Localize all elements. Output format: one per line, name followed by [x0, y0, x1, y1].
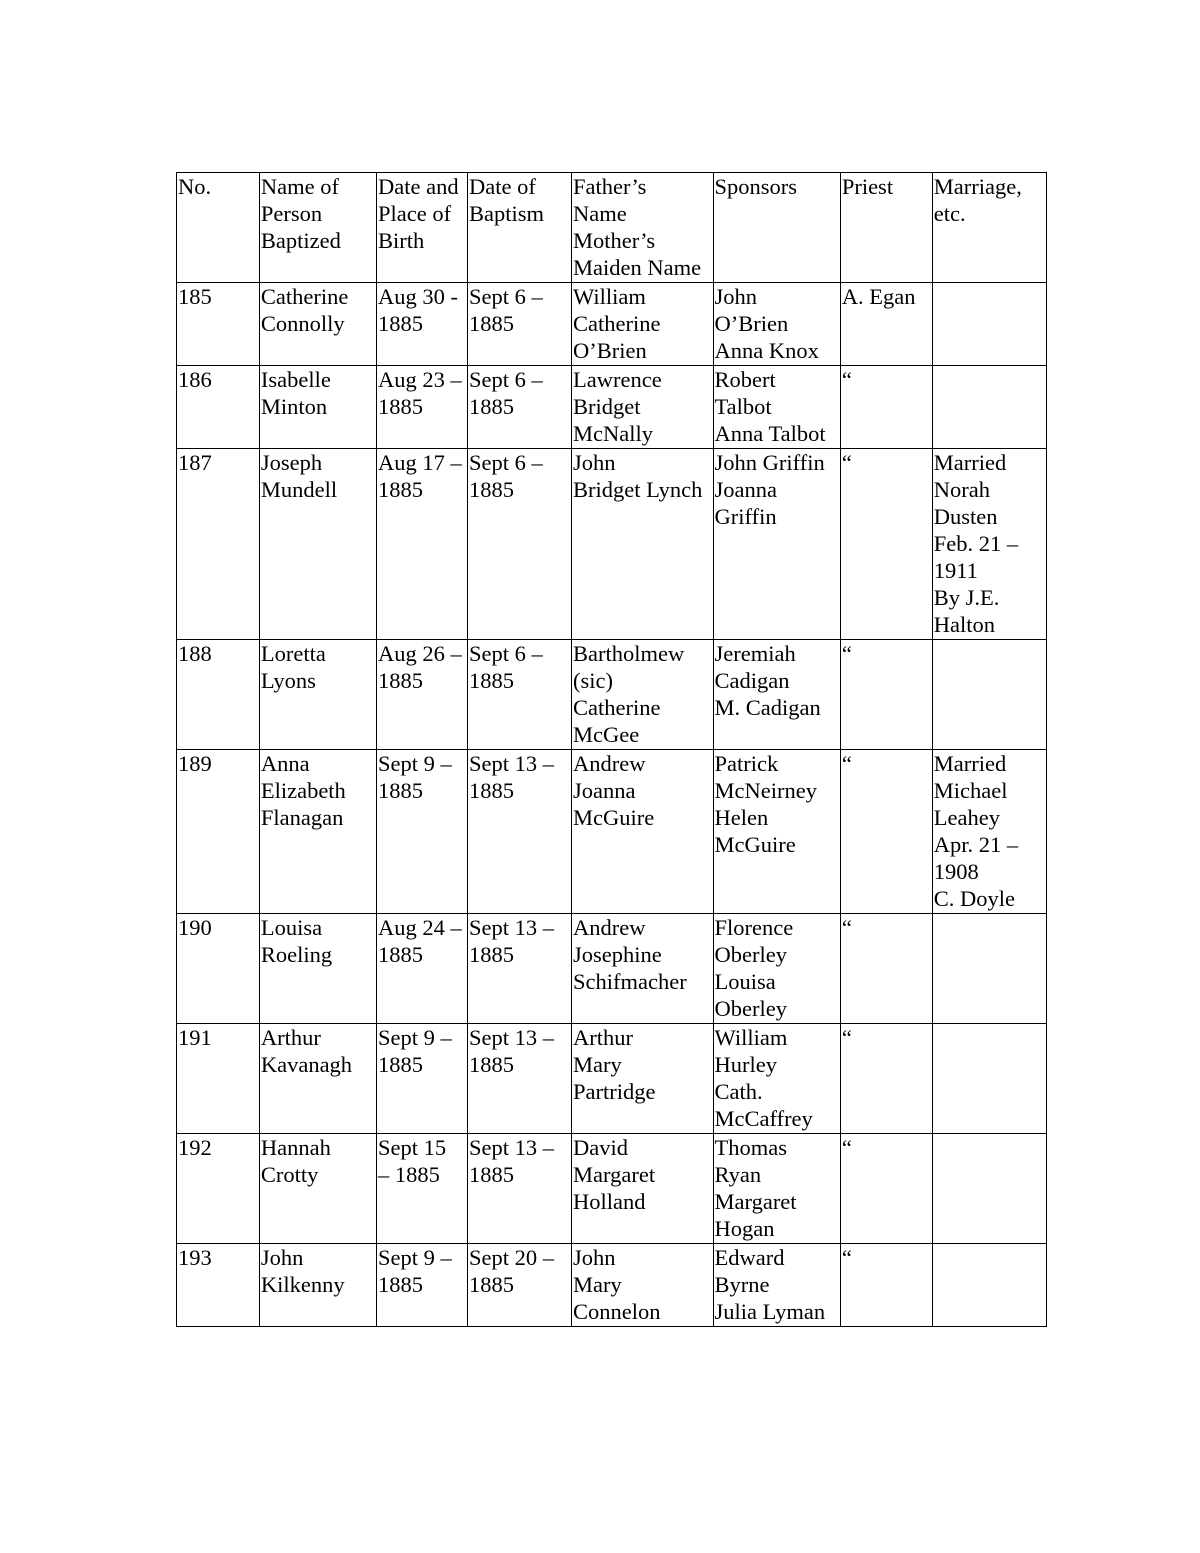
- cell-marriage: [932, 283, 1046, 366]
- cell-baptism: Sept 13 – 1885: [467, 1134, 571, 1244]
- cell-baptism: Sept 13 – 1885: [467, 1024, 571, 1134]
- cell-sponsors: John Griffin Joanna Griffin: [713, 449, 840, 640]
- cell-marriage: [932, 1024, 1046, 1134]
- cell-parents: David Margaret Holland: [572, 1134, 713, 1244]
- table-row: [177, 366, 1047, 449]
- cell-priest: “: [840, 1134, 932, 1244]
- header-birth: Date and Place of Birth: [377, 173, 468, 283]
- cell-parents: Andrew Josephine Schifmacher: [572, 914, 713, 1024]
- cell-no: 192: [177, 1134, 260, 1244]
- cell-baptism: Sept 6 – 1885: [467, 640, 571, 750]
- cell-sponsors: Patrick McNeirney Helen McGuire: [713, 750, 840, 914]
- cell-parents: Bartholmew (sic) Catherine McGee: [572, 640, 713, 750]
- header-name: Name of Person Baptized: [259, 173, 376, 283]
- cell-baptism: Sept 13 – 1885: [467, 914, 571, 1024]
- cell-birth: Sept 9 – 1885: [377, 750, 468, 914]
- cell-no: 189: [177, 750, 260, 914]
- cell-baptism: Sept 20 – 1885: [467, 1244, 571, 1327]
- cell-birth: Sept 9 – 1885: [377, 1244, 468, 1327]
- cell-name: Louisa Roeling: [259, 914, 376, 1024]
- cell-name: Hannah Crotty: [259, 1134, 376, 1244]
- cell-no: 188: [177, 640, 260, 750]
- cell-marriage: Married Norah Dusten Feb. 21 – 1911 By J.E. Halton: [932, 449, 1046, 640]
- cell-name: Isabelle Minton: [259, 366, 376, 449]
- cell-marriage: [932, 914, 1046, 1024]
- cell-marriage: [932, 366, 1046, 449]
- cell-marriage: [932, 640, 1046, 750]
- header-no: No.: [177, 173, 260, 283]
- table-row: [177, 750, 1047, 914]
- cell-sponsors: Florence Oberley Louisa Oberley: [713, 914, 840, 1024]
- cell-baptism: Sept 13 – 1885: [467, 750, 571, 914]
- cell-sponsors: Edward Byrne Julia Lyman: [713, 1244, 840, 1327]
- cell-priest: “: [840, 914, 932, 1024]
- cell-priest: “: [840, 1244, 932, 1327]
- table-row: [177, 1024, 1047, 1134]
- table-row: [177, 914, 1047, 1024]
- cell-no: 193: [177, 1244, 260, 1327]
- cell-sponsors: Thomas Ryan Margaret Hogan: [713, 1134, 840, 1244]
- table-row: [177, 1244, 1047, 1327]
- cell-no: 191: [177, 1024, 260, 1134]
- cell-baptism: Sept 6 – 1885: [467, 283, 571, 366]
- cell-birth: Aug 26 – 1885: [377, 640, 468, 750]
- cell-name: John Kilkenny: [259, 1244, 376, 1327]
- header-baptism: Date of Baptism: [467, 173, 571, 283]
- cell-name: Loretta Lyons: [259, 640, 376, 750]
- header-priest: Priest: [840, 173, 932, 283]
- cell-no: 187: [177, 449, 260, 640]
- cell-parents: Arthur Mary Partridge: [572, 1024, 713, 1134]
- cell-priest: “: [840, 750, 932, 914]
- cell-priest: A. Egan: [840, 283, 932, 366]
- cell-sponsors: Robert Talbot Anna Talbot: [713, 366, 840, 449]
- header-sponsors: Sponsors: [713, 173, 840, 283]
- cell-name: Anna Elizabeth Flanagan: [259, 750, 376, 914]
- cell-sponsors: Jeremiah Cadigan M. Cadigan: [713, 640, 840, 750]
- baptism-register-table: [176, 172, 1047, 1327]
- cell-marriage: [932, 1244, 1046, 1327]
- cell-priest: “: [840, 640, 932, 750]
- cell-name: Joseph Mundell: [259, 449, 376, 640]
- cell-sponsors: William Hurley Cath. McCaffrey: [713, 1024, 840, 1134]
- cell-birth: Aug 24 – 1885: [377, 914, 468, 1024]
- header-marriage: Marriage, etc.: [932, 173, 1046, 283]
- cell-parents: Lawrence Bridget McNally: [572, 366, 713, 449]
- cell-parents: William Catherine O’Brien: [572, 283, 713, 366]
- header-parents: Father’s Name Mother’s Maiden Name: [572, 173, 713, 283]
- cell-no: 190: [177, 914, 260, 1024]
- cell-priest: “: [840, 449, 932, 640]
- cell-priest: “: [840, 366, 932, 449]
- cell-birth: Sept 9 – 1885: [377, 1024, 468, 1134]
- cell-birth: Aug 23 – 1885: [377, 366, 468, 449]
- table-row: [177, 1134, 1047, 1244]
- cell-no: 186: [177, 366, 260, 449]
- table-header-row: [177, 173, 1047, 283]
- table-row: [177, 283, 1047, 366]
- cell-marriage: [932, 1134, 1046, 1244]
- cell-parents: John Bridget Lynch: [572, 449, 713, 640]
- cell-parents: John Mary Connelon: [572, 1244, 713, 1327]
- cell-no: 185: [177, 283, 260, 366]
- cell-baptism: Sept 6 – 1885: [467, 366, 571, 449]
- cell-birth: Sept 15 – 1885: [377, 1134, 468, 1244]
- cell-priest: “: [840, 1024, 932, 1134]
- cell-birth: Aug 17 – 1885: [377, 449, 468, 640]
- cell-name: Catherine Connolly: [259, 283, 376, 366]
- cell-sponsors: John O’Brien Anna Knox: [713, 283, 840, 366]
- cell-parents: Andrew Joanna McGuire: [572, 750, 713, 914]
- cell-name: Arthur Kavanagh: [259, 1024, 376, 1134]
- cell-marriage: Married Michael Leahey Apr. 21 – 1908 C. Doyle: [932, 750, 1046, 914]
- table-row: [177, 449, 1047, 640]
- table-row: [177, 640, 1047, 750]
- cell-baptism: Sept 6 – 1885: [467, 449, 571, 640]
- cell-birth: Aug 30 - 1885: [377, 283, 468, 366]
